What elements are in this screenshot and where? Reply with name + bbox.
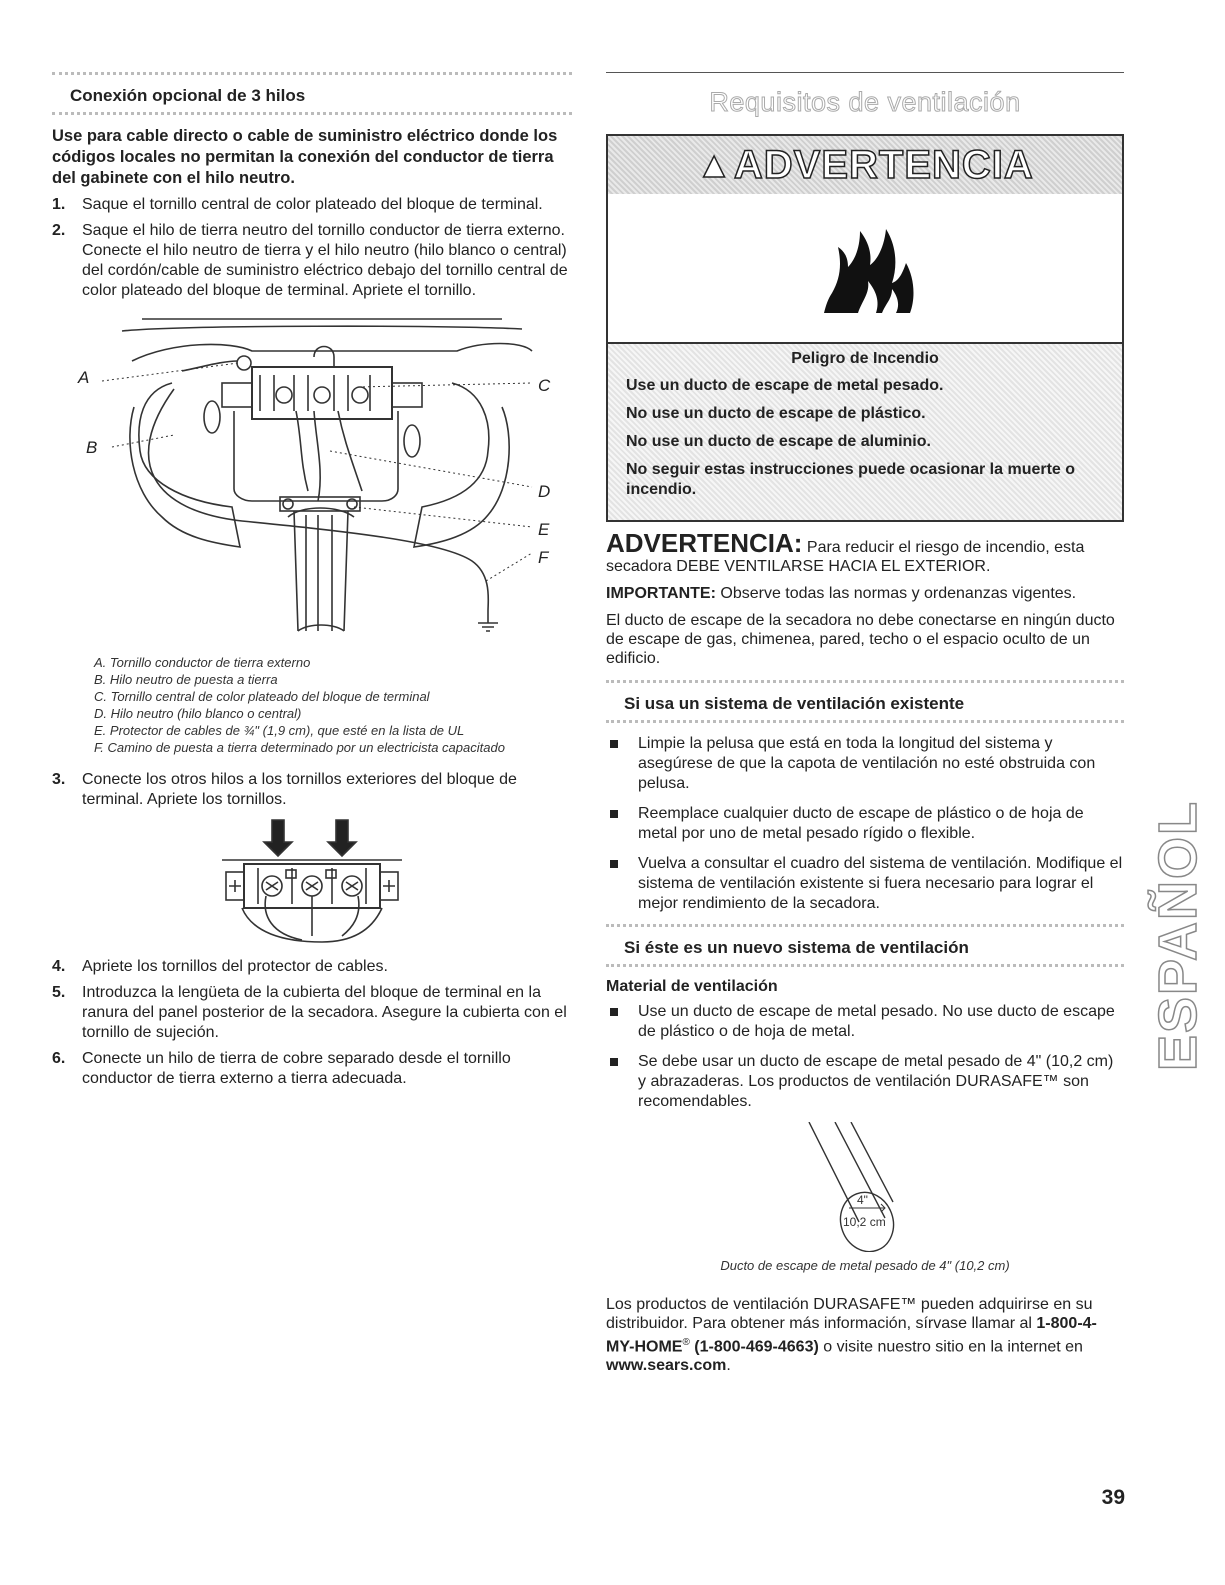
existing-system-title: Si usa un sistema de ventilación existente	[624, 694, 965, 713]
warning-line: No seguir estas instrucciones puede ocasionar la muerte o incendio.	[626, 461, 1076, 498]
label-d: D	[538, 482, 551, 501]
label-f: F	[538, 548, 549, 567]
lead-text: Use para cable directo o cable de suministro eléctrico donde los códigos locales no permitan la conexión del conductor de tierra del gabinete con el hilo neutro.	[52, 127, 558, 187]
duct-diagram	[606, 1122, 1124, 1252]
step-item: 2. Saque el hilo de tierra neutro del tornillo conductor de tierra externo. Conecte el hilo neutro de tierra y el hilo neutro (hilo blanco o central) del cordón/cable de suministro eléctrico debajo del tornillo central de color plateado del bloque de terminal. Apriete el tornillo.	[52, 222, 568, 299]
warning-line: Use un ducto de escape de metal pesado.	[626, 377, 944, 394]
section-rule	[606, 720, 1124, 724]
warning-heading: Peligro de Incendio	[791, 350, 939, 367]
advertencia-word: ADVERTENCIA:	[606, 528, 803, 558]
importante-word: IMPORTANTE:	[606, 585, 716, 602]
legend-item: E. Protector de cables de ¾" (1,9 cm), que esté en la lista de UL	[94, 723, 465, 738]
list-item: Limpie la pelusa que está en toda la longitud del sistema y asegúrese de que la capota de ventilación no esté obstruida con pelusa.	[606, 734, 1124, 794]
warning-box	[606, 134, 1124, 522]
new-system-title: Si éste es un nuevo sistema de ventilación	[624, 938, 969, 957]
figure-legend	[94, 654, 572, 756]
label-b: B	[86, 438, 98, 457]
label-e: E	[538, 520, 550, 539]
warning-text	[608, 344, 1122, 520]
legend-item: A. Tornillo conductor de tierra externo	[94, 655, 311, 670]
page-title: Requisitos de ventilación	[709, 87, 1021, 117]
warning-triangle-icon: ▲	[696, 144, 732, 185]
page-number: 39	[1101, 1486, 1125, 1509]
step-item: 4. Apriete los tornillos del protector de cables.	[52, 958, 388, 975]
warning-line: No use un ducto de escape de aluminio.	[626, 433, 931, 450]
legend-item: C. Tornillo central de color plateado del bloque de terminal	[94, 689, 430, 704]
legend-item: D. Hilo neutro (hilo blanco o central)	[94, 706, 302, 721]
warning-line: No use un ducto de escape de plástico.	[626, 405, 926, 422]
duct-size-inch: 4"	[857, 1193, 868, 1207]
closing-paragraph: Los productos de ventilación DURASAFE™ pueden adquirirse en su distribuidor. Para obtener más información, sírvase llamar al 1-800-4-MY-HOME® (1-800-469-4663) o visite nuestro sitio en la internet en www.sears.com.	[606, 1296, 1097, 1375]
section-rule	[52, 112, 572, 116]
left-column	[52, 72, 572, 1095]
language-tab-label: ESPAÑOL	[1148, 799, 1208, 1072]
legend-item: F. Camino de puesta a tierra determinado por un electricista capacitado	[94, 740, 505, 755]
duct-paragraph: El ducto de escape de la secadora no debe conectarse en ningún ducto de escape de gas, chimenea, pared, techo o el espacio oculto de un edificio.	[606, 612, 1115, 667]
material-subhead: Material de ventilación	[606, 978, 778, 995]
duct-caption: Ducto de escape de metal pesado de 4" (10,2 cm)	[720, 1258, 1010, 1273]
right-column	[606, 72, 1124, 1375]
importante-paragraph: IMPORTANTE: Observe todas las normas y ordenanzas vigentes.	[606, 585, 1077, 602]
step-item: 5. Introduzca la lengüeta de la cubierta del bloque de terminal en la ranura del panel posterior de la secadora. Asegure la cubierta con el tornillo de sujeción.	[52, 984, 567, 1041]
warning-banner-text: ADVERTENCIA	[733, 142, 1034, 187]
advertencia-paragraph: ADVERTENCIA: Para reducir el riesgo de incendio, esta secadora DEBE VENTILARSE HACIA EL EXTERIOR.	[606, 528, 1085, 575]
duct-size-cm: 10,2 cm	[843, 1215, 886, 1229]
warning-banner	[608, 136, 1122, 194]
legend-item: B. Hilo neutro de puesta a tierra	[94, 672, 278, 687]
new-bullets	[606, 1002, 1124, 1112]
steps-list	[52, 770, 572, 810]
phone-number-digits: (1-800-469-4663)	[689, 1338, 819, 1356]
website-link: www.sears.com	[606, 1357, 727, 1375]
language-tab	[1148, 799, 1208, 1072]
section-title: Conexión opcional de 3 hilos	[70, 86, 306, 105]
section-rule	[606, 964, 1124, 968]
step-item: 1. Saque el tornillo central de color plateado del bloque de terminal.	[52, 196, 543, 213]
label-a: A	[78, 368, 90, 387]
list-item: Se debe usar un ducto de escape de metal pesado de 4" (10,2 cm) y abrazaderas. Los productos de ventilación DURASAFE™ son recomendables.	[606, 1052, 1124, 1112]
existing-bullets	[606, 734, 1124, 914]
list-item: Reemplace cualquier ducto de escape de plástico o de hoja de metal por uno de metal pesado rígido o flexible.	[606, 804, 1124, 844]
terminal-screws-diagram	[212, 816, 572, 951]
fire-icon	[608, 194, 1122, 344]
steps-list	[52, 957, 572, 1089]
list-item: Use un ducto de escape de metal pesado. No use ducto de escape de plástico o de hoja de metal.	[606, 1002, 1124, 1042]
label-c: C	[538, 376, 551, 395]
terminal-block-diagram	[62, 311, 572, 646]
step-item: 6. Conecte un hilo de tierra de cobre separado desde el tornillo conductor de tierra externo a tierra adecuada.	[52, 1050, 511, 1087]
phone-number: 1-800-4-MY-HOME	[606, 1315, 1097, 1356]
steps-list	[52, 195, 572, 301]
step-item: 3. Conecte los otros hilos a los tornillos exteriores del bloque de terminal. Apriete los tornillos.	[52, 771, 517, 808]
list-item: Vuelva a consultar el cuadro del sistema de ventilación. Modifique el sistema de ventilación existente si fuera necesario para lograr el mejor rendimiento de la secadora.	[606, 854, 1124, 914]
